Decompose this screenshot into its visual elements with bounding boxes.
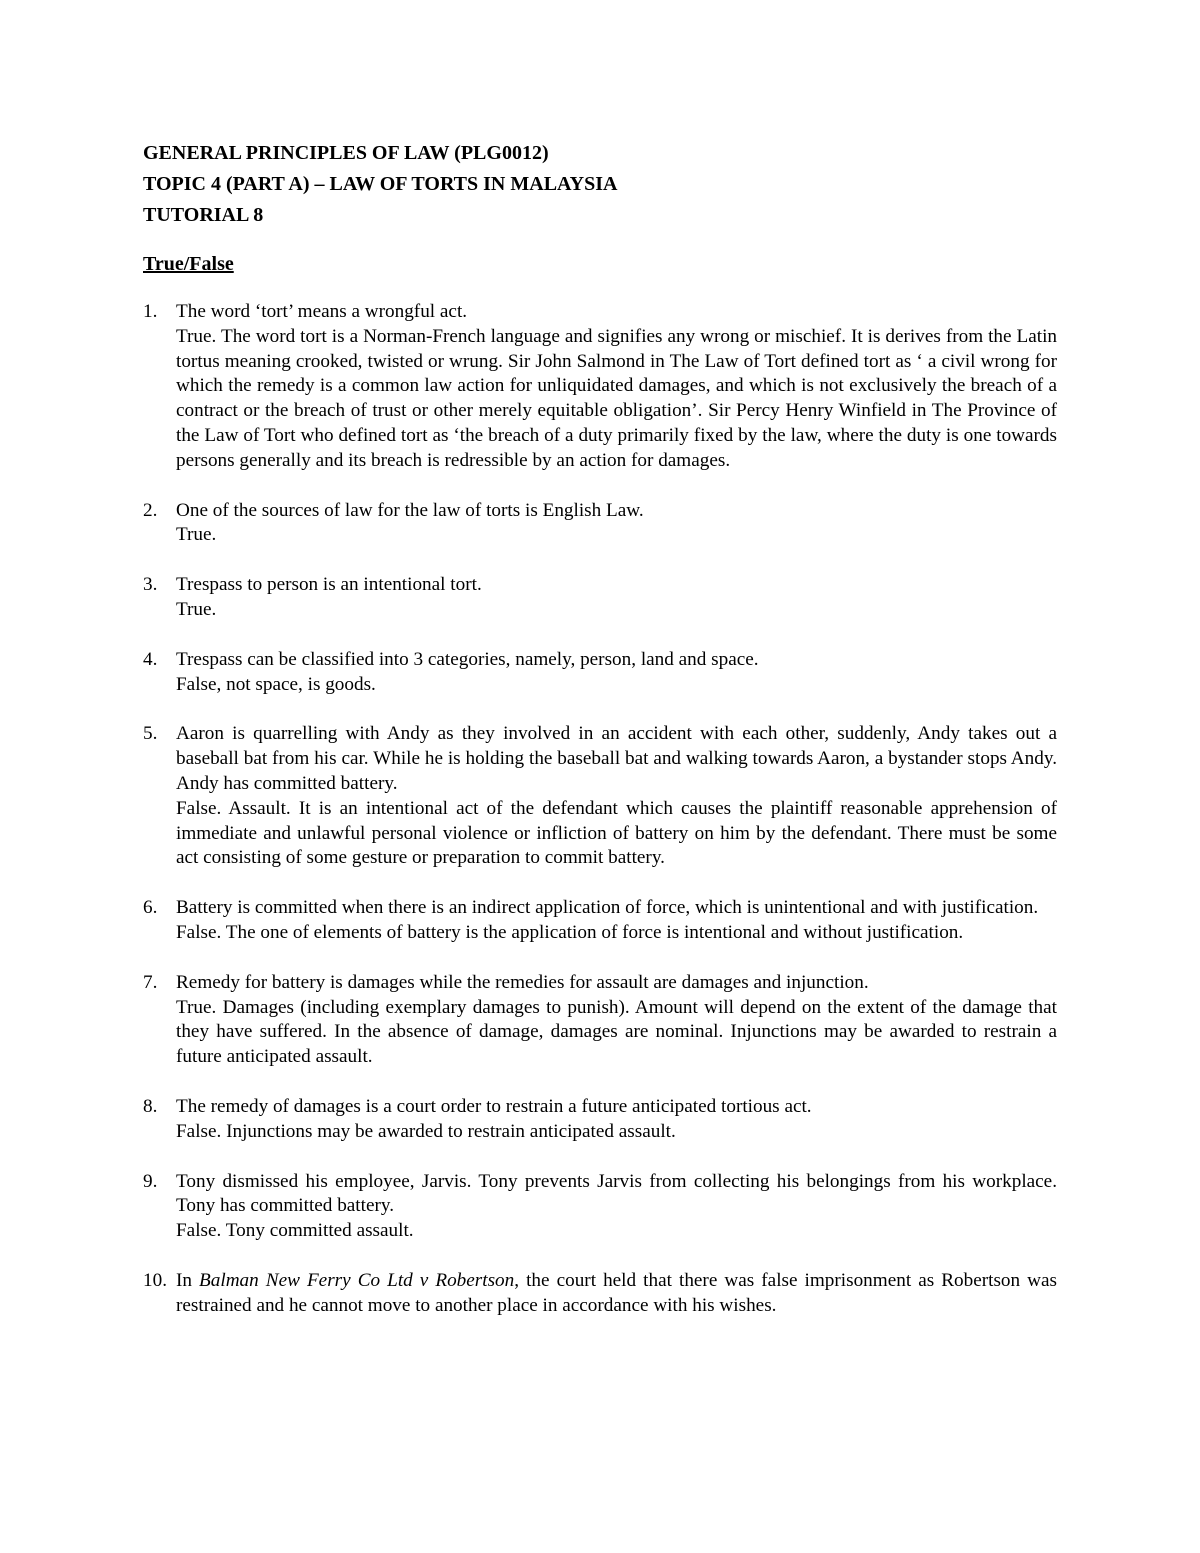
question-number: 2. — [143, 499, 158, 521]
question-text: Trespass can be classified into 3 categories, namely, person, land and space. — [176, 648, 759, 670]
topic-title: TOPIC 4 (PART A) – LAW OF TORTS IN MALAYSIA — [143, 173, 618, 195]
document-page — [143, 138, 1057, 1344]
answer-text: True. — [176, 598, 217, 620]
question-text: The remedy of damages is a court order to restrain a future anticipated tortious act. — [176, 1095, 812, 1117]
question-text: Aaron is quarrelling with Andy as they involved in an accident with each other, suddenly, Andy takes out a baseball bat from his car. While he is holding the baseball bat and walking towards Aaron, a bystander stops Andy. Andy has committed battery. — [176, 723, 1057, 794]
answer-text: False. Injunctions may be awarded to restrain anticipated assault. — [176, 1120, 676, 1142]
answer-text: False. Assault. It is an intentional act of the defendant which causes the plaintiff reasonable apprehension of immediate and unlawful personal violence or infliction of battery on him by the defendant. There must be some act consisting of some gesture or preparation to commit battery. — [176, 797, 1057, 869]
question-item — [143, 648, 1057, 698]
question-number: 4. — [143, 648, 158, 670]
course-title: GENERAL PRINCIPLES OF LAW (PLG0012) — [143, 142, 549, 164]
question-item — [143, 971, 1057, 1070]
question-text: One of the sources of law for the law of torts is English Law. — [176, 499, 644, 521]
answer-text: True. The word tort is a Norman-French language and signifies any wrong or mischief. It is derives from the Latin tortus meaning crooked, twisted or wrung. Sir John Salmond in The Law of Tort defined tort as ‘ a civil wrong for which the remedy is a common law action for unliquidated damages, and which is not exclusively the breach of a contract or the breach of trust or other merely equitable obligation’. Sir Percy Henry Winfield in The Province of the Law of Tort who defined tort as ‘the breach of a duty primarily fixed by the law, where the duty is one towards persons generally and its breach is redressible by an action for damages. — [176, 325, 1057, 471]
question-text-suffix: , the court held that there was false imprisonment as Robertson was restrained and he cannot move to another place in accordance with his wishes. — [176, 1269, 1058, 1316]
question-text-prefix: In — [176, 1269, 200, 1291]
answer-text: False. The one of elements of battery is the application of force is intentional and without justification. — [176, 921, 964, 943]
question-text: Tony dismissed his employee, Jarvis. Tony prevents Jarvis from collecting his belongings from his workplace. Tony has committed battery. — [176, 1170, 1057, 1217]
case-name: Balman New Ferry Co Ltd v Robertson — [199, 1269, 515, 1291]
question-item — [143, 1095, 1057, 1145]
question-item — [143, 722, 1057, 871]
question-text — [176, 1269, 1057, 1319]
answer-text: False, not space, is goods. — [176, 673, 376, 695]
question-number: 1. — [143, 301, 158, 322]
question-text: The word ‘tort’ means a wrongful act. — [176, 301, 468, 322]
question-number: 10. — [143, 1269, 167, 1291]
section-heading: True/False — [143, 253, 234, 275]
question-number: 7. — [143, 971, 158, 993]
question-item — [143, 1269, 1057, 1319]
answer-text: False. Tony committed assault. — [176, 1220, 414, 1242]
question-number: 8. — [143, 1095, 158, 1117]
question-text: Battery is committed when there is an indirect application of force, which is unintentional and with justification. — [176, 897, 1039, 919]
question-number: 9. — [143, 1170, 158, 1192]
question-item — [143, 896, 1057, 946]
tutorial-title: TUTORIAL 8 — [143, 204, 264, 226]
question-item — [143, 300, 1057, 474]
question-item — [143, 573, 1057, 623]
answer-text: True. — [176, 524, 217, 546]
question-text: Trespass to person is an intentional tort. — [176, 574, 482, 596]
question-number: 3. — [143, 574, 158, 596]
question-number: 6. — [143, 897, 158, 919]
question-item — [143, 499, 1057, 549]
answer-text: True. Damages (including exemplary damages to punish). Amount will depend on the extent of the damage that they have suffered. In the absence of damage, damages are nominal. Injunctions may be awarded to restrain a future anticipated assault. — [176, 996, 1057, 1068]
question-text: Remedy for battery is damages while the remedies for assault are damages and injunction. — [176, 971, 869, 993]
question-item — [143, 1170, 1057, 1244]
question-number: 5. — [143, 723, 158, 745]
